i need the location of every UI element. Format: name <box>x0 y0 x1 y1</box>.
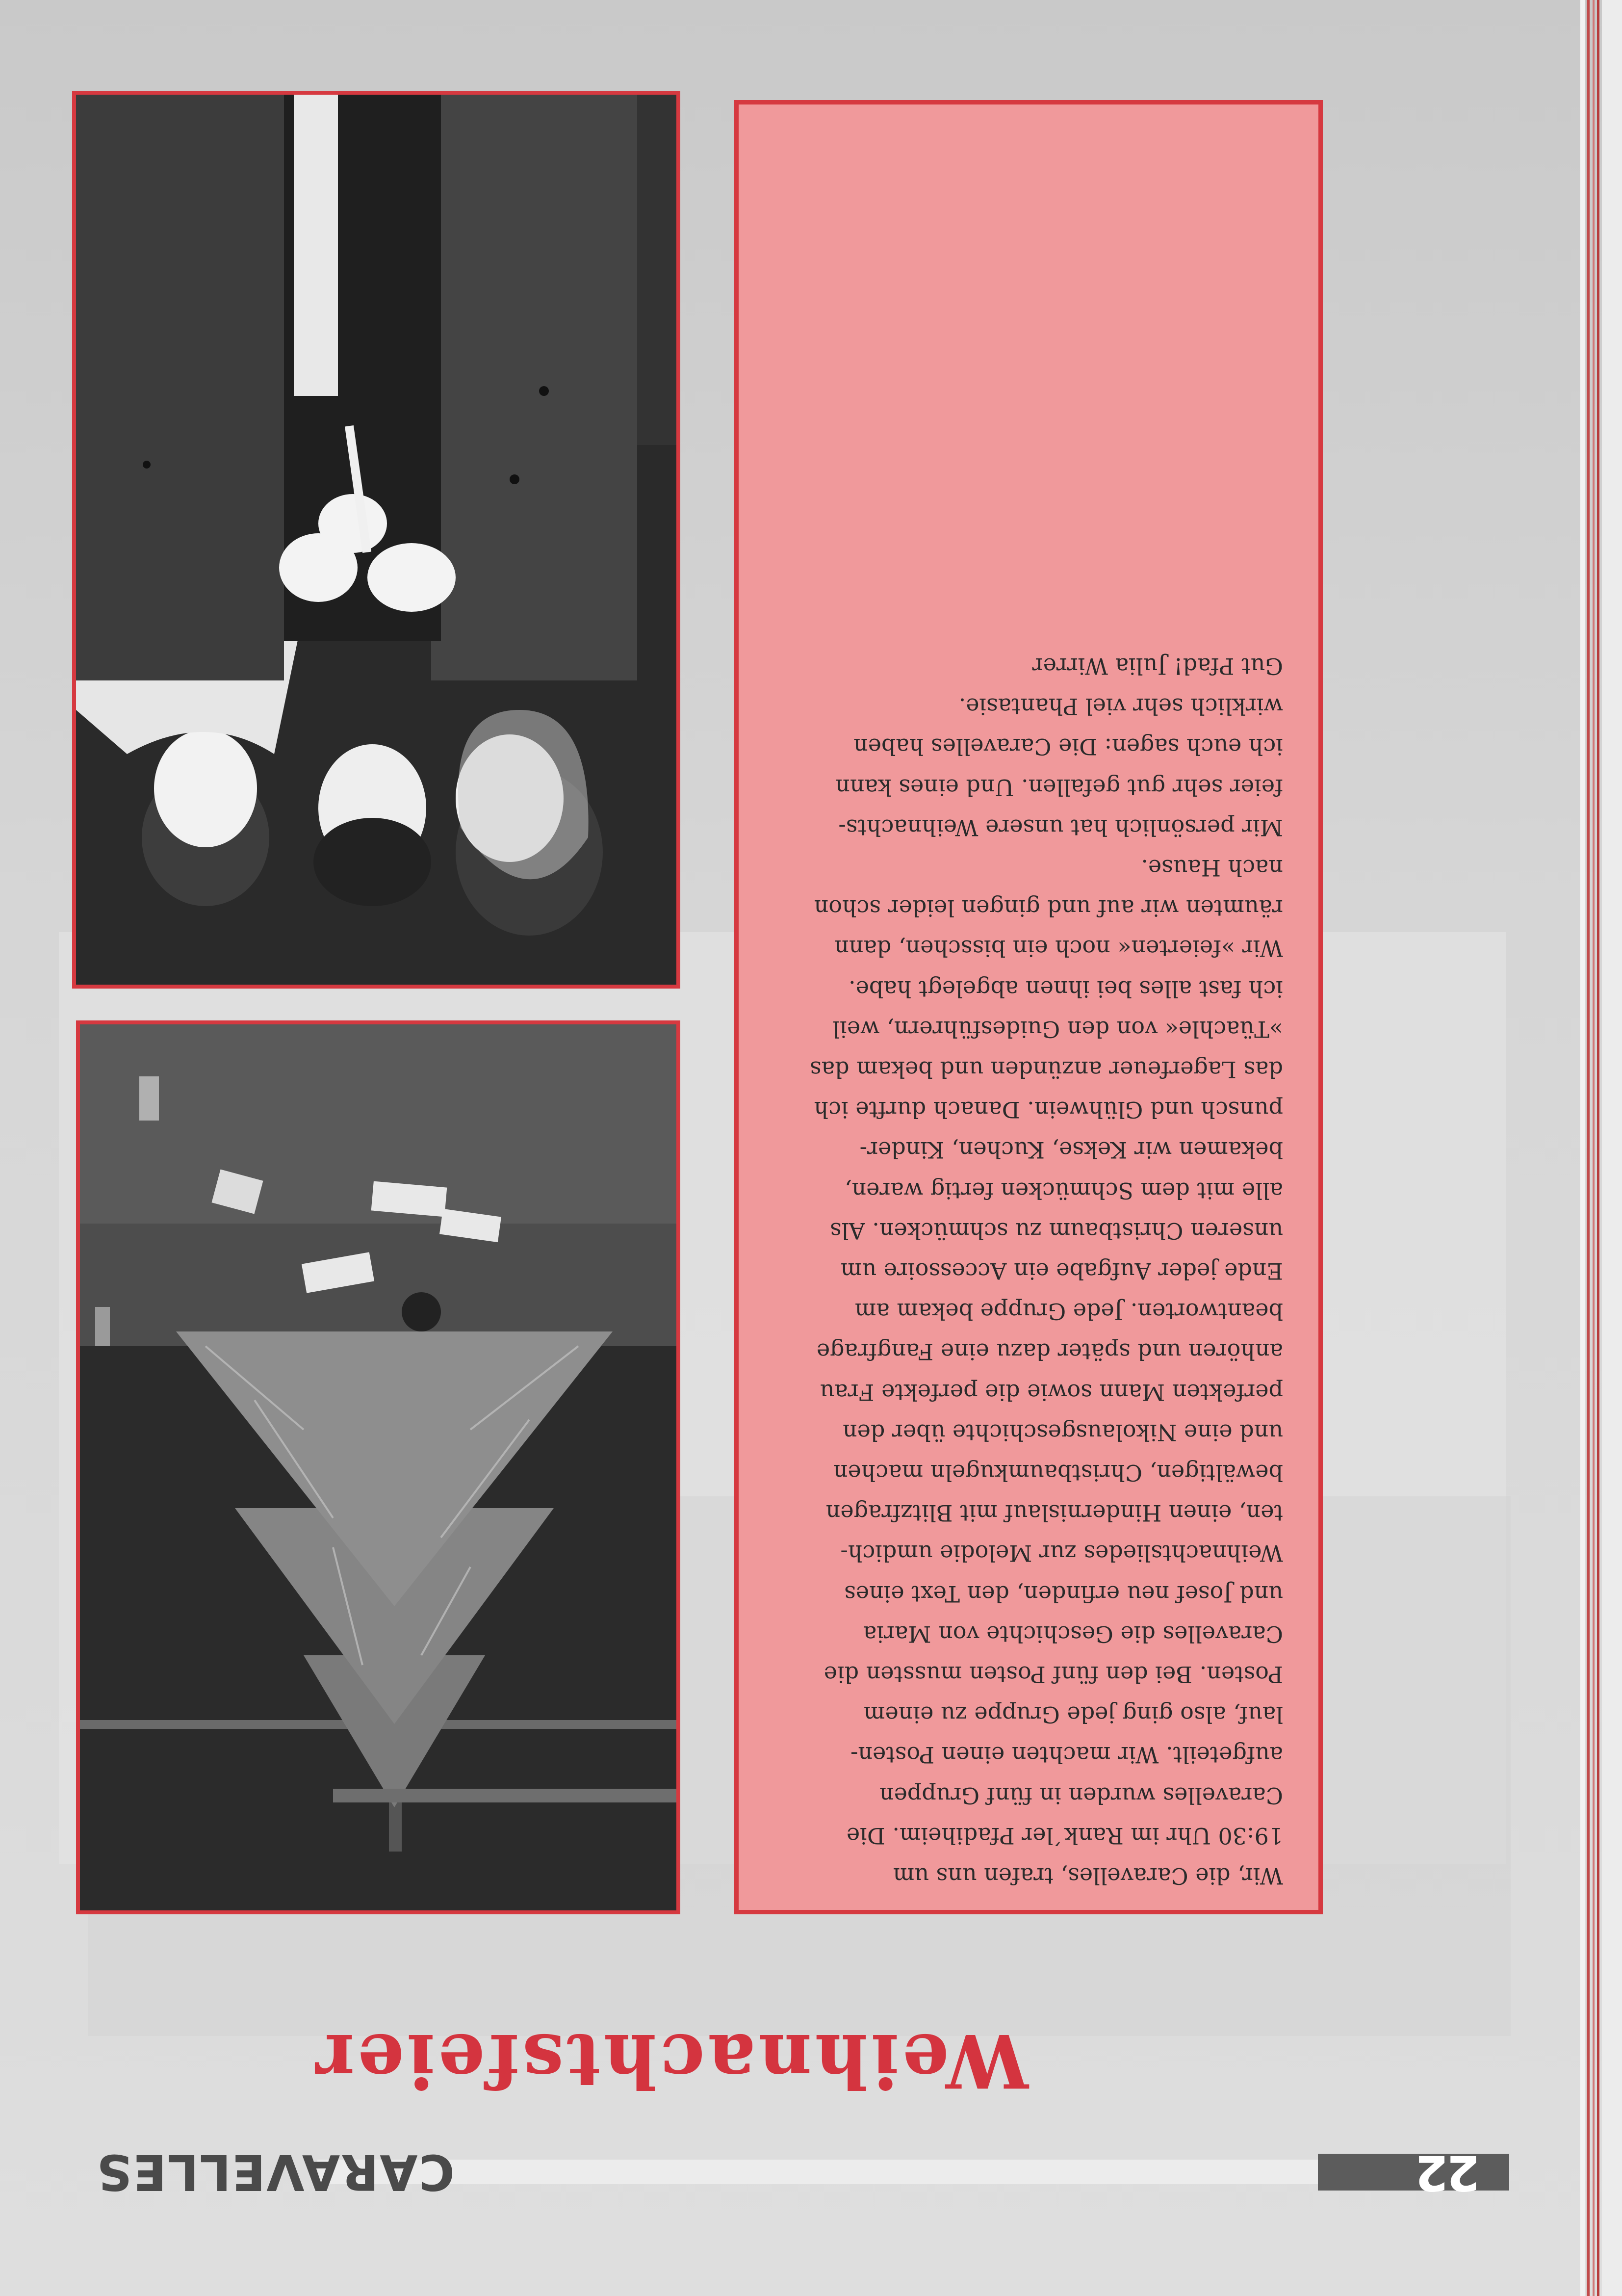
article-line: »Tüachle« von den Guidesführern, weil <box>832 1016 1283 1043</box>
article-line: 19:30 Uhr im Rank´ler Pfadiheim. Die <box>846 1822 1283 1849</box>
article-line: beantworten. Jede Gruppe bekam am <box>854 1298 1283 1325</box>
article-title: Weihnachtsfeier <box>312 2017 1029 2104</box>
article-line: ten, einen Hindernislauf mit Blitzfragen <box>825 1500 1283 1527</box>
article-line: perfekten Mann sowie die perfekte Frau <box>820 1379 1283 1406</box>
section-name: CARAVELLES <box>96 2143 455 2201</box>
article-line: unseren Christbaum zu schmücken. Als <box>830 1217 1283 1244</box>
article-line: bewältigen, Christbaumkugeln machen <box>833 1459 1283 1486</box>
article-line: wirklich sehr viel Phantasie. <box>958 693 1283 720</box>
girls-group-photo <box>72 91 680 989</box>
christmas-tree-photo <box>76 1020 680 1914</box>
article-line: und Josef neu erfinden, den Text eines <box>844 1580 1283 1607</box>
article-line: anhören und später dazu eine Fangfrage <box>816 1338 1283 1365</box>
article-line: nach Hause. <box>1141 854 1283 881</box>
article-line: das Lagerfeuer anzünden und bekam das <box>810 1056 1283 1083</box>
article-line: feier sehr gut gefallen. Und eines kann <box>835 774 1283 801</box>
article-line: alle mit dem Schmücken fertig waren, <box>844 1177 1283 1204</box>
article-box <box>734 100 1323 1914</box>
article-line: und eine Nikolausgeschichte über den <box>843 1419 1283 1446</box>
article-line: Caravelles die Geschichte von Maria <box>863 1620 1283 1647</box>
header-strip <box>317 2160 1318 2184</box>
article-line: aufgeteilt. Wir machten einen Posten- <box>850 1742 1283 1769</box>
article-line: bekamen wir Kekse, Kuchen, Kinder- <box>859 1137 1283 1164</box>
article-line: ich fast alles bei ihnen abgelegt habe. <box>849 975 1283 1002</box>
article-line: Gut Pfad! Julia Wirrer <box>1032 652 1283 679</box>
article-line: Mir persönlich hat unsere Weihnachts- <box>838 814 1283 841</box>
article-line: Wir »feierten« noch ein bisschen, dann <box>834 935 1283 962</box>
article-line: ich euch sagen: Die Caravelles haben <box>853 733 1283 760</box>
article-line: räumten wir auf und gingen leider schon <box>814 895 1283 922</box>
page-number-box <box>1318 2154 1509 2191</box>
article-line: Caravelles wurden in fünf Gruppen <box>879 1782 1283 1809</box>
article-line: lauf, also ging jede Gruppe zu einem <box>863 1701 1283 1728</box>
article-line: Posten. Bei den fünf Posten mussten die <box>824 1661 1283 1688</box>
article-line: punsch und Glühwein. Danach durfte ich <box>814 1096 1283 1123</box>
page-number: 22 <box>1416 2144 1480 2200</box>
article-line: Weihnachtsliedes zur Melodie umdich- <box>840 1540 1283 1567</box>
article-line: Ende jeder Aufgabe ein Accessoire um <box>840 1257 1283 1284</box>
article-text <box>753 646 1283 1896</box>
article-line: Wir, die Caravelles, trafen uns um <box>893 1863 1283 1889</box>
